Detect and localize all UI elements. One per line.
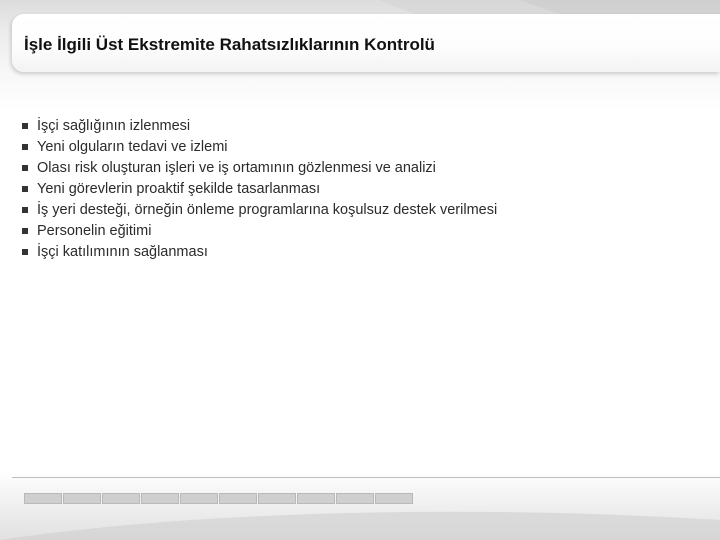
bullet-text: Yeni olguların tedavi ve izlemi	[37, 138, 228, 155]
bullet-text: Yeni görevlerin proaktif şekilde tasarlanması	[37, 180, 321, 197]
square-bullet-icon	[22, 228, 28, 234]
square-bullet-icon	[22, 207, 28, 213]
bullet-text: Personelin eğitimi	[37, 222, 152, 239]
bullet-item	[22, 199, 497, 220]
bullet-item	[22, 178, 497, 199]
bullet-text: İşçi katılımının sağlanması	[37, 243, 208, 260]
bullet-text: Olası risk oluşturan işleri ve iş ortamının gözlenmesi ve analizi	[37, 159, 436, 176]
bullet-item	[22, 157, 497, 178]
bullet-item	[22, 220, 497, 241]
bullet-item	[22, 241, 497, 262]
bullet-text: İşçi sağlığının izlenmesi	[37, 117, 191, 134]
slide-title: İşle İlgili Üst Ekstremite Rahatsızlıklarının Kontrolü	[24, 35, 435, 54]
square-bullet-icon	[22, 123, 28, 129]
bullet-text: İş yeri desteği, örneğin önleme programlarına koşulsuz destek verilmesi	[37, 201, 498, 218]
square-bullet-icon	[22, 186, 28, 192]
bullet-list	[22, 115, 497, 262]
square-bullet-icon	[22, 144, 28, 150]
bullet-item	[22, 115, 497, 136]
square-bullet-icon	[22, 165, 28, 171]
bottom-divider	[12, 477, 720, 478]
square-bullet-icon	[22, 249, 28, 255]
bottom-swoosh-decoration	[0, 500, 720, 540]
bullet-item	[22, 136, 497, 157]
